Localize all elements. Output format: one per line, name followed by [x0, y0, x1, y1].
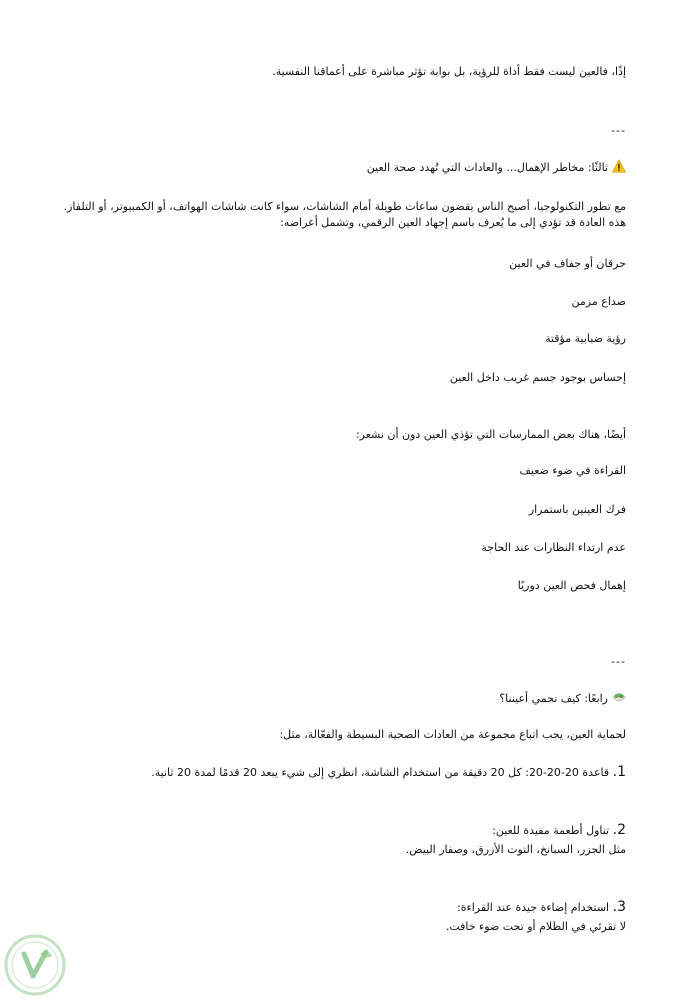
- tip-title: تناول أطعمة مفيدة للعين:: [492, 824, 610, 837]
- tip-number: 1.: [612, 764, 626, 780]
- practice-item: القراءة في ضوء ضعيف: [519, 464, 626, 477]
- tip-number: 2.: [612, 822, 626, 838]
- separator-1: ---: [611, 124, 626, 137]
- section3-heading-text: ثالثًا: مخاطر الإهمال... والعادات التي تُهدد صحة العين: [366, 161, 608, 174]
- symptom-item: إحساس بوجود جسم غريب داخل العين: [449, 371, 626, 384]
- practice-item: فرك العينين باستمرار: [528, 503, 626, 516]
- tip-item: [457, 899, 626, 916]
- practice-item: عدم ارتداء النظارات عند الحاجة: [481, 541, 626, 554]
- symptom-item: رؤية ضبابية مؤقتة: [545, 332, 626, 345]
- practice-item: إهمال فحص العين دوريًا: [517, 579, 626, 592]
- tip-detail: لا تقرئي في الظلام أو تحت ضوء خافت.: [445, 920, 626, 933]
- salad-icon: [612, 690, 626, 704]
- tip-title: قاعدة 20-20-20: كل 20 دقيقة من استخدام الشاشة، انظري إلى شيء يبعد 20 قدمًا لمدة 20 ثانية.: [151, 766, 610, 779]
- tip-item: [151, 764, 626, 781]
- tip-title: استخدام إضاءة جيدة عند القراءة:: [457, 901, 610, 914]
- section4-heading-text: رابعًا: كيف نحمي أعيننا؟: [499, 692, 608, 705]
- symptom-item: صداع مزمن: [571, 295, 626, 308]
- section4-intro: لحماية العين، يجب اتباع مجموعة من العادات الصحية البسيطة والفعّالة، مثل:: [279, 728, 626, 741]
- tip-detail: مثل الجزر، السبانخ، التوت الأزرق، وصفار البيض.: [405, 843, 626, 856]
- practices-intro: أيضًا، هناك بعض الممارسات التي تؤذي العين دون أن نشعر:: [355, 428, 626, 441]
- symptom-item: حرقان أو جفاف في العين: [509, 257, 626, 270]
- tip-number: 3.: [612, 899, 626, 915]
- tip-item: [492, 822, 626, 839]
- intro-line: إذًا، فالعين ليست فقط أداة للرؤية، بل بوابة تؤثر مباشرة على أعماقنا النفسية.: [272, 65, 626, 78]
- separator-2: ---: [611, 655, 626, 668]
- section4-heading: [499, 690, 626, 707]
- section3-heading: [367, 159, 626, 176]
- site-logo-icon: [2, 932, 68, 998]
- section3-paragraph-line-1: مع تطور التكنولوجيا، أصبح الناس يقضون ساعات طويلة أمام الشاشات، سواء كانت شاشات الهواتف، أو الكمبيوتر، أو التلفاز.: [63, 200, 626, 213]
- warning-icon: [612, 159, 626, 173]
- section3-paragraph-line-2: هذه العادة قد تؤدي إلى ما يُعرف باسم إجهاد العين الرقمي، وتشمل أعراضه:: [280, 216, 626, 229]
